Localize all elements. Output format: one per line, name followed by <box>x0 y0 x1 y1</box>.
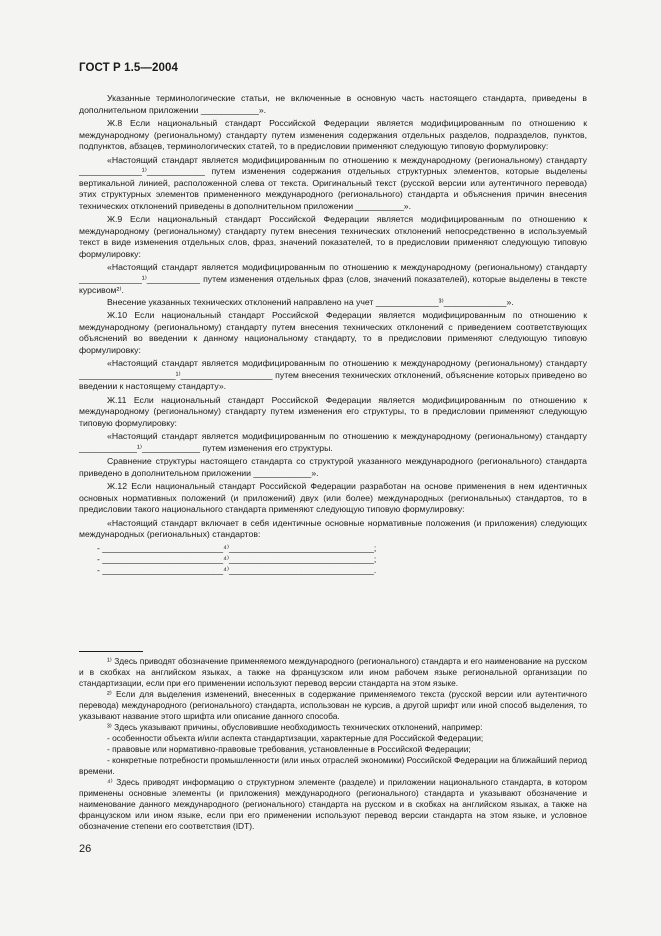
footnotes <box>79 656 587 832</box>
clause-zh12: Ж.12 Если национальный стандарт Российской Федерации разработан на основе применения в нем идентичных основных нормативных положений (и приложений) двух (или более) международных (региональных) стандартов, то в предисловии такого национального стандарта применяют следующую типовую формулировку: <box>79 481 587 514</box>
main-text <box>79 93 587 576</box>
clause-zh9: Ж.9 Если национальный стандарт Российской Федерации является модифицированным по отношению к международному (региональному) стандарту путем внесения технических отклонений непосредственно в используемый текст в виде изменения отдельных слов, фраз, значений показателей, то в предисловии применяют следующую типовую формулировку: <box>79 214 587 259</box>
footnote-item: - правовые или нормативно-правовые требования, установленные в Российской Федерации; <box>107 744 471 754</box>
list-item: - _________________________⁴⁾______________________________; <box>97 542 377 553</box>
formulation-zh8: «Настоящий стандарт является модифицированным по отношению к международному (региональному) стандарту _____________¹⁾____________ путем изменения содержания отдельных структурных элементов, которые выделены вертикальной линией, расположенной слева от текста. Оригинальный текст (русской версии или аутентичного перевода) этих структурных элементов примененного международного (регионального) стандарта и объяснения причин внесения технических отклонений приведены в дополнительном приложении __________». <box>79 154 587 211</box>
paragraph: Сравнение структуры настоящего стандарта со структурой указанного международного (регионального) стандарта приведено в дополнительном приложении ____________». <box>79 456 587 478</box>
footnote: ²⁾ Если для выделения изменений, внесенных в содержание применяемого текста (русской версии или аутентичного перевода) международного (регионального) стандарта, использован не курсив, а другой шрифт или иной способ выделения, то указывают название этого шрифта или описание данного способа. <box>79 689 587 721</box>
clause-zh10: Ж.10 Если национальный стандарт Российской Федерации является модифицированным по отношению к международному (региональному) стандарту путем внесения технических отклонений с приведением соответствующих объяснений во введении к данному национальному стандарту, то в предисловии применяют следующую типовую формулировку: <box>79 310 587 355</box>
list-item: - _________________________⁴⁾______________________________; <box>97 553 377 564</box>
clause-zh8: Ж.8 Если национальный стандарт Российской Федерации является модифицированным по отношению к международному (региональному) стандарту путем изменения содержания отдельных разделов, подразделов, пунктов, подпунктов, абзацев, терминологических статей, то в предисловии применяют следующую типовую формулировку: <box>79 118 587 151</box>
footnote: ³⁾ Здесь указывают причины, обусловившие необходимость технических отклонений, например: <box>107 722 483 732</box>
footnote-item: - особенности объекта и/или аспекта стандартизации, характерные для Российской Федерации; <box>107 733 484 743</box>
footnote: ⁴⁾ Здесь приводят информацию о структурном элементе (разделе) и приложении национального стандарта, в котором применены основные элементы (и приложения) международного (регионального) стандарта и указывают обозначение и наименование данного международного (регионального) стандарта на русском и в скобках на английском языках, а также на французском или ином языке, если при его применении используют перевод версии стандарта на этом языке, и условное обозначение степени его соответствия (IDT). <box>79 777 587 831</box>
formulation-zh11: «Настоящий стандарт является модифицированным по отношению к международному (региональному) стандарту ____________¹⁾____________ путем изменения его структуры. <box>79 431 587 453</box>
footnote: ¹⁾ Здесь приводят обозначение применяемого международного (регионального) стандарта и его наименование на русском и в скобках на английском языках, а также на французском или ином рабочем языке региональной организации по стандартизации, если при его применении используют перевод версии стандарта на этом языке. <box>79 656 587 688</box>
paragraph: Внесение указанных технических отклонений направлено на учет _____________³⁾_____________». <box>107 296 514 307</box>
formulation-zh9: «Настоящий стандарт является модифицированным по отношению к международному (региональному) стандарту _____________¹⁾___________ путем изменения отдельных фраз (слов, значений показателей), которые выделены в тексте курсивом²⁾. <box>79 262 587 295</box>
footnote-divider <box>79 651 143 652</box>
footnote-item: - конкретные потребности промышленности (или иных отраслей экономики) Российской Федерации на ближайший период времени. <box>79 755 587 776</box>
paragraph: Указанные терминологические статьи, не включенные в основную часть настоящего стандарта, приведены в дополнительном приложении ____________». <box>79 93 587 115</box>
standards-list <box>97 543 587 576</box>
page-number: 26 <box>79 843 92 855</box>
list-item: - _________________________⁴⁾______________________________. <box>97 564 377 575</box>
clause-zh11: Ж.11 Если национальный стандарт Российской Федерации является модифицированным по отношению к международному (региональному) стандарту путем изменения его структуры, то в предисловии применяют следующую типовую формулировку: <box>79 394 587 428</box>
standard-header: ГОСТ Р 1.5—2004 <box>79 62 178 74</box>
formulation-zh12: «Настоящий стандарт включает в себя идентичные основные нормативные положения (и приложения) следующих международных (региональных) стандартов: <box>79 517 587 539</box>
formulation-zh10: «Настоящий стандарт является модифицированным по отношению к международному (региональному) стандарту ____________________¹⁾___________________ путем внесения технических отклонений, объяснение которых приведено во введении к настоящему стандарту». <box>79 358 587 391</box>
